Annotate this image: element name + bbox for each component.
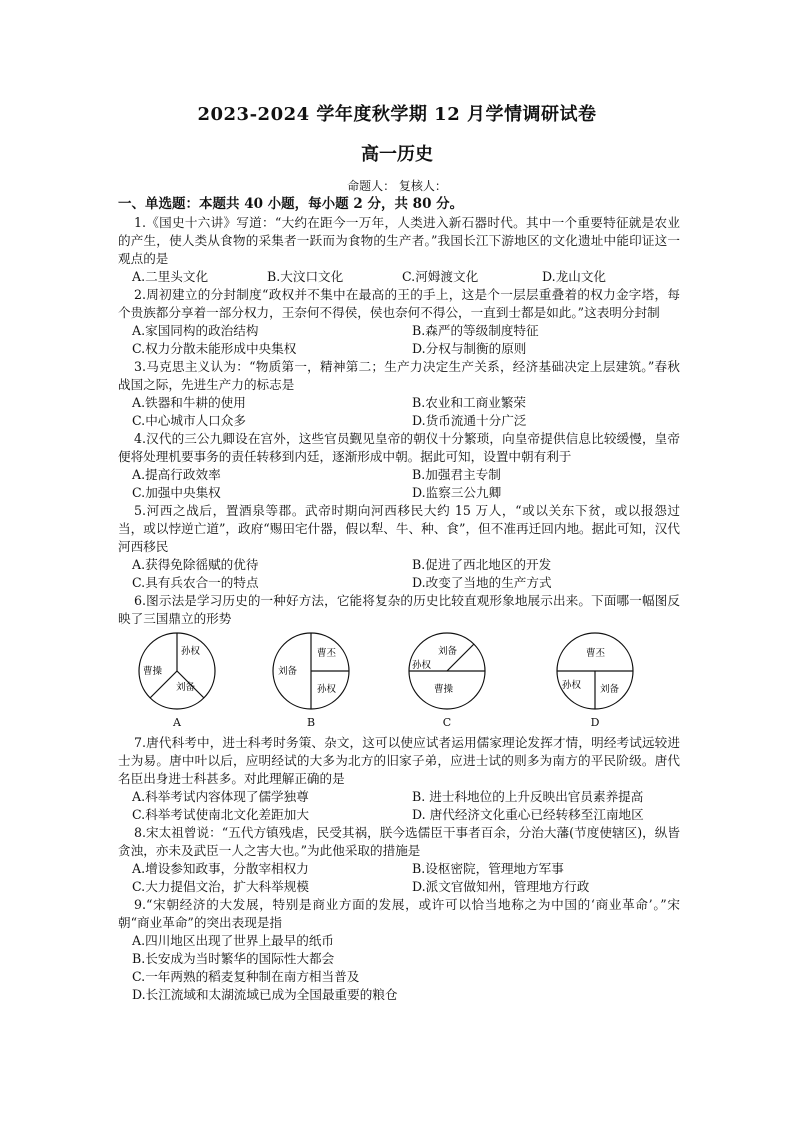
- option-d[interactable]: D.监察三公九卿: [412, 485, 502, 500]
- option-c[interactable]: C.加强中央集权: [132, 485, 221, 500]
- option-b[interactable]: B.加强君主专制: [412, 467, 501, 482]
- question-3: [118, 358, 680, 430]
- pie-b-svg: [270, 630, 352, 712]
- option-a[interactable]: A.增设参知政事，分散宰相权力: [132, 861, 309, 876]
- pie-a-letter: A: [173, 716, 181, 729]
- option-c[interactable]: C.大力提倡文治，扩大科举规模: [132, 879, 309, 894]
- option-a[interactable]: A.获得免除徭赋的优待: [132, 557, 259, 572]
- pie-a-svg: [136, 630, 218, 712]
- option-c[interactable]: C.中心城市人口众多: [132, 413, 246, 428]
- pie-diagram-c[interactable]: [406, 630, 488, 729]
- section-heading: 一、单选题：本题共 40 小题，每小题 2 分，共 80 分。: [118, 196, 464, 212]
- option-a[interactable]: A.铁器和牛耕的使用: [132, 395, 246, 410]
- question-4: [118, 430, 680, 502]
- option-c[interactable]: C.科举考试使南北文化差距加大: [132, 807, 309, 822]
- question-stem: 4.汉代的三公九卿设在宫外，这些官员觐见皇帝的朝仪十分繁琐，向皇帝提供信息比较缓慢，皇帝便将处理机要事务的责任转移到内廷，逐渐形成中朝。据此可知，设置中朝有利于: [118, 431, 680, 464]
- option-group: [132, 932, 680, 1004]
- option-d[interactable]: D.长江流域和太湖流域已成为全国最重要的粮仓: [132, 987, 398, 1002]
- subject-title: 高一历史: [361, 144, 433, 165]
- pie-diagram-d[interactable]: [554, 630, 636, 729]
- question-stem: 8.宋太祖曾说：“五代方镇残虐，民受其祸，朕今选儒臣干事者百余，分治大藩(节度使辖区)，纵皆贪浊，亦未及武臣一人之害大也。”为此他采取的措施是: [118, 825, 680, 858]
- pie-b-label-1: 曹丕: [317, 648, 337, 659]
- question-1: [118, 214, 680, 286]
- pie-a-label-3: 刘备: [176, 682, 196, 693]
- option-c[interactable]: C.具有兵农合一的特点: [132, 575, 259, 590]
- question-stem: 2.周初建立的分封制度“政权并不集中在最高的王的手上，这是个一层层重叠着的权力金字塔，每个贵族都分享着一部分权力，王奈何不得侯，侯也奈何不得公，一直到士都是如此。”这表明分封制: [118, 287, 680, 320]
- option-group: [132, 322, 680, 358]
- question-stem: 5.河西之战后，置酒泉等郡。武帝时期向河西移民大约 15 万人，“或以关东下贫，或以报怨过当，或以悖逆亡道”，政府“赐田宅什器，假以犁、牛、种、食”，但不准再迁回内地。据此可知，汉代河西移民: [118, 503, 680, 554]
- question-2: [118, 286, 680, 358]
- option-group: [132, 268, 680, 286]
- option-b[interactable]: B.长安成为当时繁华的国际性大都会: [132, 951, 335, 966]
- option-c[interactable]: C.河姆渡文化: [402, 269, 479, 284]
- pie-d-svg: [554, 630, 636, 712]
- pie-diagram-row: [118, 630, 680, 734]
- option-c[interactable]: C.权力分散未能形成中央集权: [132, 341, 297, 356]
- option-c[interactable]: C.一年两熟的稻麦复种制在南方相当普及: [132, 969, 360, 984]
- pie-b-label-3: 孙权: [317, 684, 337, 695]
- question-5: [118, 502, 680, 592]
- pie-diagram-b[interactable]: [270, 630, 352, 729]
- option-b[interactable]: B.森严的等级制度特征: [412, 323, 539, 338]
- pie-c-label-1: 刘备: [438, 646, 458, 657]
- question-stem: 6.图示法是学习历史的一种好方法，它能将复杂的历史比较直观形象地展示出来。下面哪一幅图反映了三国鼎立的形势: [118, 593, 680, 626]
- option-group: [132, 466, 680, 502]
- pie-b-label-2: 刘备: [278, 666, 298, 677]
- option-group: [132, 556, 680, 592]
- option-d[interactable]: D.龙山文化: [542, 269, 607, 284]
- option-d[interactable]: D. 唐代经济文化重心已经转移至江南地区: [412, 807, 644, 822]
- pie-c-letter: C: [442, 716, 452, 729]
- option-b[interactable]: B.设枢密院，管理地方军事: [412, 861, 564, 876]
- option-a[interactable]: A.提高行政效率: [132, 467, 221, 482]
- option-group: [132, 788, 680, 824]
- pie-d-label-2: 孙权: [562, 680, 582, 691]
- option-group: [132, 394, 680, 430]
- question-stem: 1.《国史十六讲》写道：“大约在距今一万年，人类进入新石器时代。其中一个重要特征就是农业的产生，使人类从食物的采集者一跃而为食物的生产者。”我国长江下游地区的文化遗址中能印证这一观点的是: [118, 215, 680, 266]
- pie-b-letter: B: [306, 716, 316, 729]
- authors-line: 命题人： 复核人：: [347, 179, 447, 193]
- question-stem: 9.“宋朝经济的大发展，特别是商业方面的发展，或许可以恰当地称之为中国的‘商业革命’。”宋朝“商业革命”的突出表现是指: [118, 897, 680, 930]
- question-9: [118, 896, 680, 1004]
- pie-d-letter: D: [590, 716, 600, 729]
- question-stem: 3.马克思主义认为：“物质第一，精神第二；生产力决定生产关系，经济基础决定上层建筑。”春秋战国之际，先进生产力的标志是: [118, 359, 680, 392]
- pie-a-label-1: 孙权: [181, 646, 201, 657]
- option-d[interactable]: D.派文官做知州，管理地方行政: [412, 879, 590, 894]
- option-group: [132, 860, 680, 896]
- option-d[interactable]: D.分权与制衡的原则: [412, 341, 527, 356]
- option-b[interactable]: B.农业和工商业繁荣: [412, 395, 527, 410]
- question-list: [118, 214, 680, 1004]
- option-b[interactable]: B.促进了西北地区的开发: [412, 557, 552, 572]
- pie-c-label-3: 曹操: [434, 684, 454, 695]
- option-a[interactable]: A.四川地区出现了世界上最早的纸币: [132, 933, 335, 948]
- question-7: [118, 734, 680, 824]
- pie-d-label-1: 曹丕: [586, 648, 606, 659]
- question-stem: 7.唐代科考中，进士科考时务策、杂文，这可以使应试者运用儒家理论发挥才情，明经考试远较进士为易。唐中叶以后，应明经试的大多为北方的旧家子弟，应进士试的则多为南方的平民阶级。唐代名臣出身进士科甚多。对此理解正确的是: [118, 735, 680, 786]
- question-6: [118, 592, 680, 734]
- pie-d-label-3: 刘备: [600, 684, 620, 695]
- pie-c-svg: [406, 630, 488, 712]
- pie-a-label-2: 曹操: [143, 666, 163, 677]
- exam-title: 2023-2024 学年度秋学期 12 月学情调研试卷: [197, 104, 597, 125]
- pie-c-label-2: 孙权: [412, 660, 432, 671]
- option-d[interactable]: D.改变了当地的生产方式: [412, 575, 552, 590]
- option-a[interactable]: A.科举考试内容体现了儒学独尊: [132, 789, 309, 804]
- option-a[interactable]: A.二里头文化: [132, 269, 209, 284]
- option-d[interactable]: D.货币流通十分广泛: [412, 413, 527, 428]
- option-a[interactable]: A.家国同构的政治结构: [132, 323, 259, 338]
- option-b[interactable]: B. 进士科地位的上升反映出官员素养提高: [412, 789, 644, 804]
- pie-diagram-a[interactable]: [136, 630, 218, 729]
- option-b[interactable]: B.大汶口文化: [267, 269, 344, 284]
- question-8: [118, 824, 680, 896]
